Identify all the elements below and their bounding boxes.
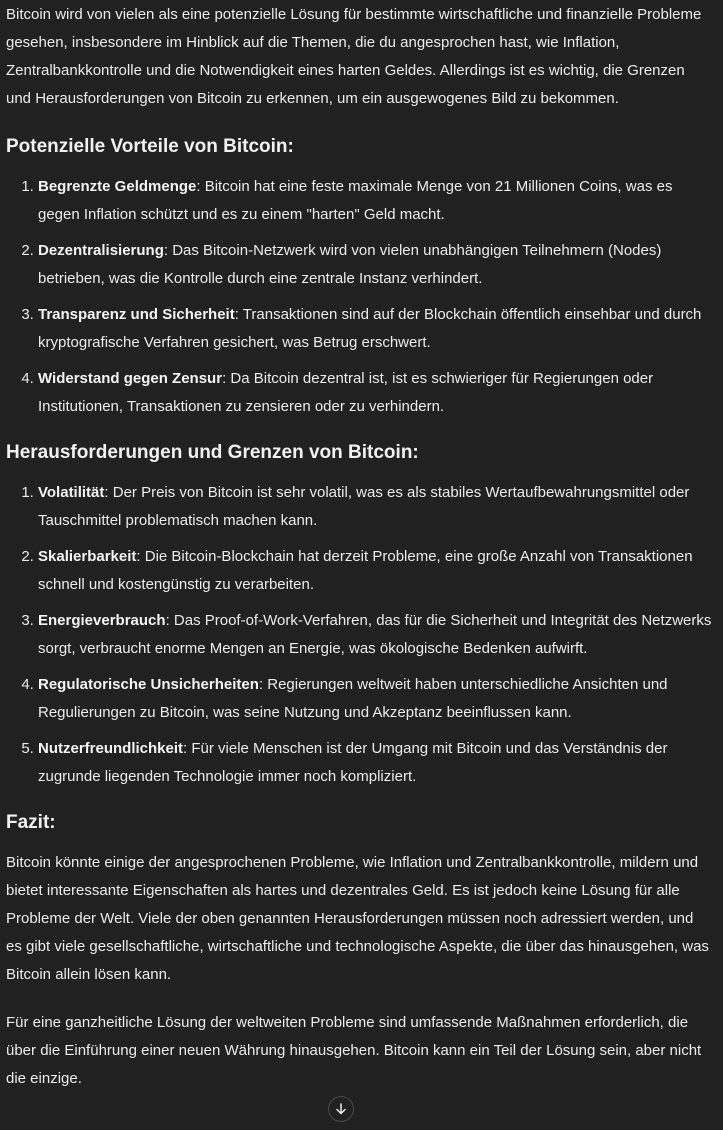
item-title: Skalierbarkeit — [38, 548, 137, 565]
item-text: : Der Preis von Bitcoin ist sehr volatil, was es als stabiles Wertaufbewahrungsmittel oder Tauschmittel problematisch machen kann. — [38, 484, 690, 529]
conclusion-paragraph: Für eine ganzheitliche Lösung der weltweiten Probleme sind umfassende Maßnahmen erforderlich, die über die Einführung einer neuen Währung hinausgehen. Bitcoin kann ein Teil der Lösung sein, aber nicht die einzige. — [6, 1014, 702, 1087]
item-text: : Bitcoin hat eine feste maximale Menge von 21 Millionen Coins, was es gegen Inflation schützt und es zu einem "harten" Geld macht. — [38, 178, 673, 223]
conclusion-heading: Fazit: — [6, 812, 56, 833]
item-title: Nutzerfreundlichkeit — [38, 740, 184, 757]
advantages-heading: Potenzielle Vorteile von Bitcoin: — [6, 136, 294, 157]
list-item — [38, 607, 712, 663]
list-item — [38, 237, 712, 293]
list-item — [38, 301, 712, 357]
item-title: Widerstand gegen Zensur — [38, 370, 223, 387]
item-text: : Da Bitcoin dezentral ist, ist es schwieriger für Regierungen oder Institutionen, Transaktionen zu zensieren oder zu verhindern. — [38, 370, 654, 415]
item-title: Volatilität — [38, 484, 105, 501]
item-text: : Regierungen weltweit haben unterschiedliche Ansichten und Regulierungen zu Bitcoin, was seine Nutzung und Akzeptanz beeinflussen kann. — [38, 676, 668, 721]
challenges-heading: Herausforderungen und Grenzen von Bitcoin: — [6, 442, 419, 463]
item-title: Dezentralisierung — [38, 242, 164, 259]
arrow-down-icon — [334, 1102, 348, 1116]
intro-paragraph: Bitcoin wird von vielen als eine potenzielle Lösung für bestimmte wirtschaftliche und finanzielle Probleme gesehen, insbesondere im Hinblick auf die Themen, die du angesprochen hast, wie Inflation, Zentralbankkontrolle und die Notwendigkeit eines harten Geldes. Allerdings ist es wichtig, die Grenzen und Herausforderungen von Bitcoin zu erkennen, um ein ausgewogenes Bild zu bekommen. — [6, 6, 702, 107]
item-title: Transparenz und Sicherheit — [38, 306, 235, 323]
list-item — [38, 735, 712, 791]
item-title: Energieverbrauch — [38, 612, 166, 629]
item-text: : Das Bitcoin-Netzwerk wird von vielen unabhängigen Teilnehmern (Nodes) betrieben, was die Kontrolle durch eine zentrale Instanz verhindert. — [38, 242, 662, 287]
conclusion-paragraph: Bitcoin könnte einige der angesprochenen Probleme, wie Inflation und Zentralbankkontrolle, mildern und bietet interessante Eigenschaften als hartes und dezentrales Geld. Es ist jedoch keine Lösung für alle Probleme der Welt. Viele der oben genannten Herausforderungen müssen noch adressiert werden, und es gibt viele gesellschaftliche, wirtschaftliche und technologische Aspekte, die über das hinausgehen, was Bitcoin allein lösen kann. — [6, 854, 709, 983]
item-text: : Transaktionen sind auf der Blockchain öffentlich einsehbar und durch kryptografische Verfahren gesichert, was Betrug erschwert. — [38, 306, 702, 351]
list-item — [38, 365, 712, 421]
advantages-list — [6, 173, 712, 421]
item-title: Begrenzte Geldmenge — [38, 178, 197, 195]
item-title: Regulatorische Unsicherheiten — [38, 676, 259, 693]
list-item — [38, 671, 712, 727]
item-text: : Das Proof-of-Work-Verfahren, das für die Sicherheit und Integrität des Netzwerks sorgt, verbraucht enorme Mengen an Energie, was ökologische Bedenken aufwirft. — [38, 612, 712, 657]
list-item — [38, 543, 712, 599]
challenges-list — [6, 479, 712, 791]
item-text: : Die Bitcoin-Blockchain hat derzeit Probleme, eine große Anzahl von Transaktionen schnell und kostengünstig zu verarbeiten. — [38, 548, 693, 593]
scroll-to-bottom-button[interactable] — [328, 1096, 354, 1122]
list-item — [38, 479, 712, 535]
list-item — [38, 173, 712, 229]
chat-response — [6, 1, 712, 1113]
item-text: : Für viele Menschen ist der Umgang mit Bitcoin und das Verständnis der zugrunde liegenden Technologie immer noch kompliziert. — [38, 740, 668, 785]
